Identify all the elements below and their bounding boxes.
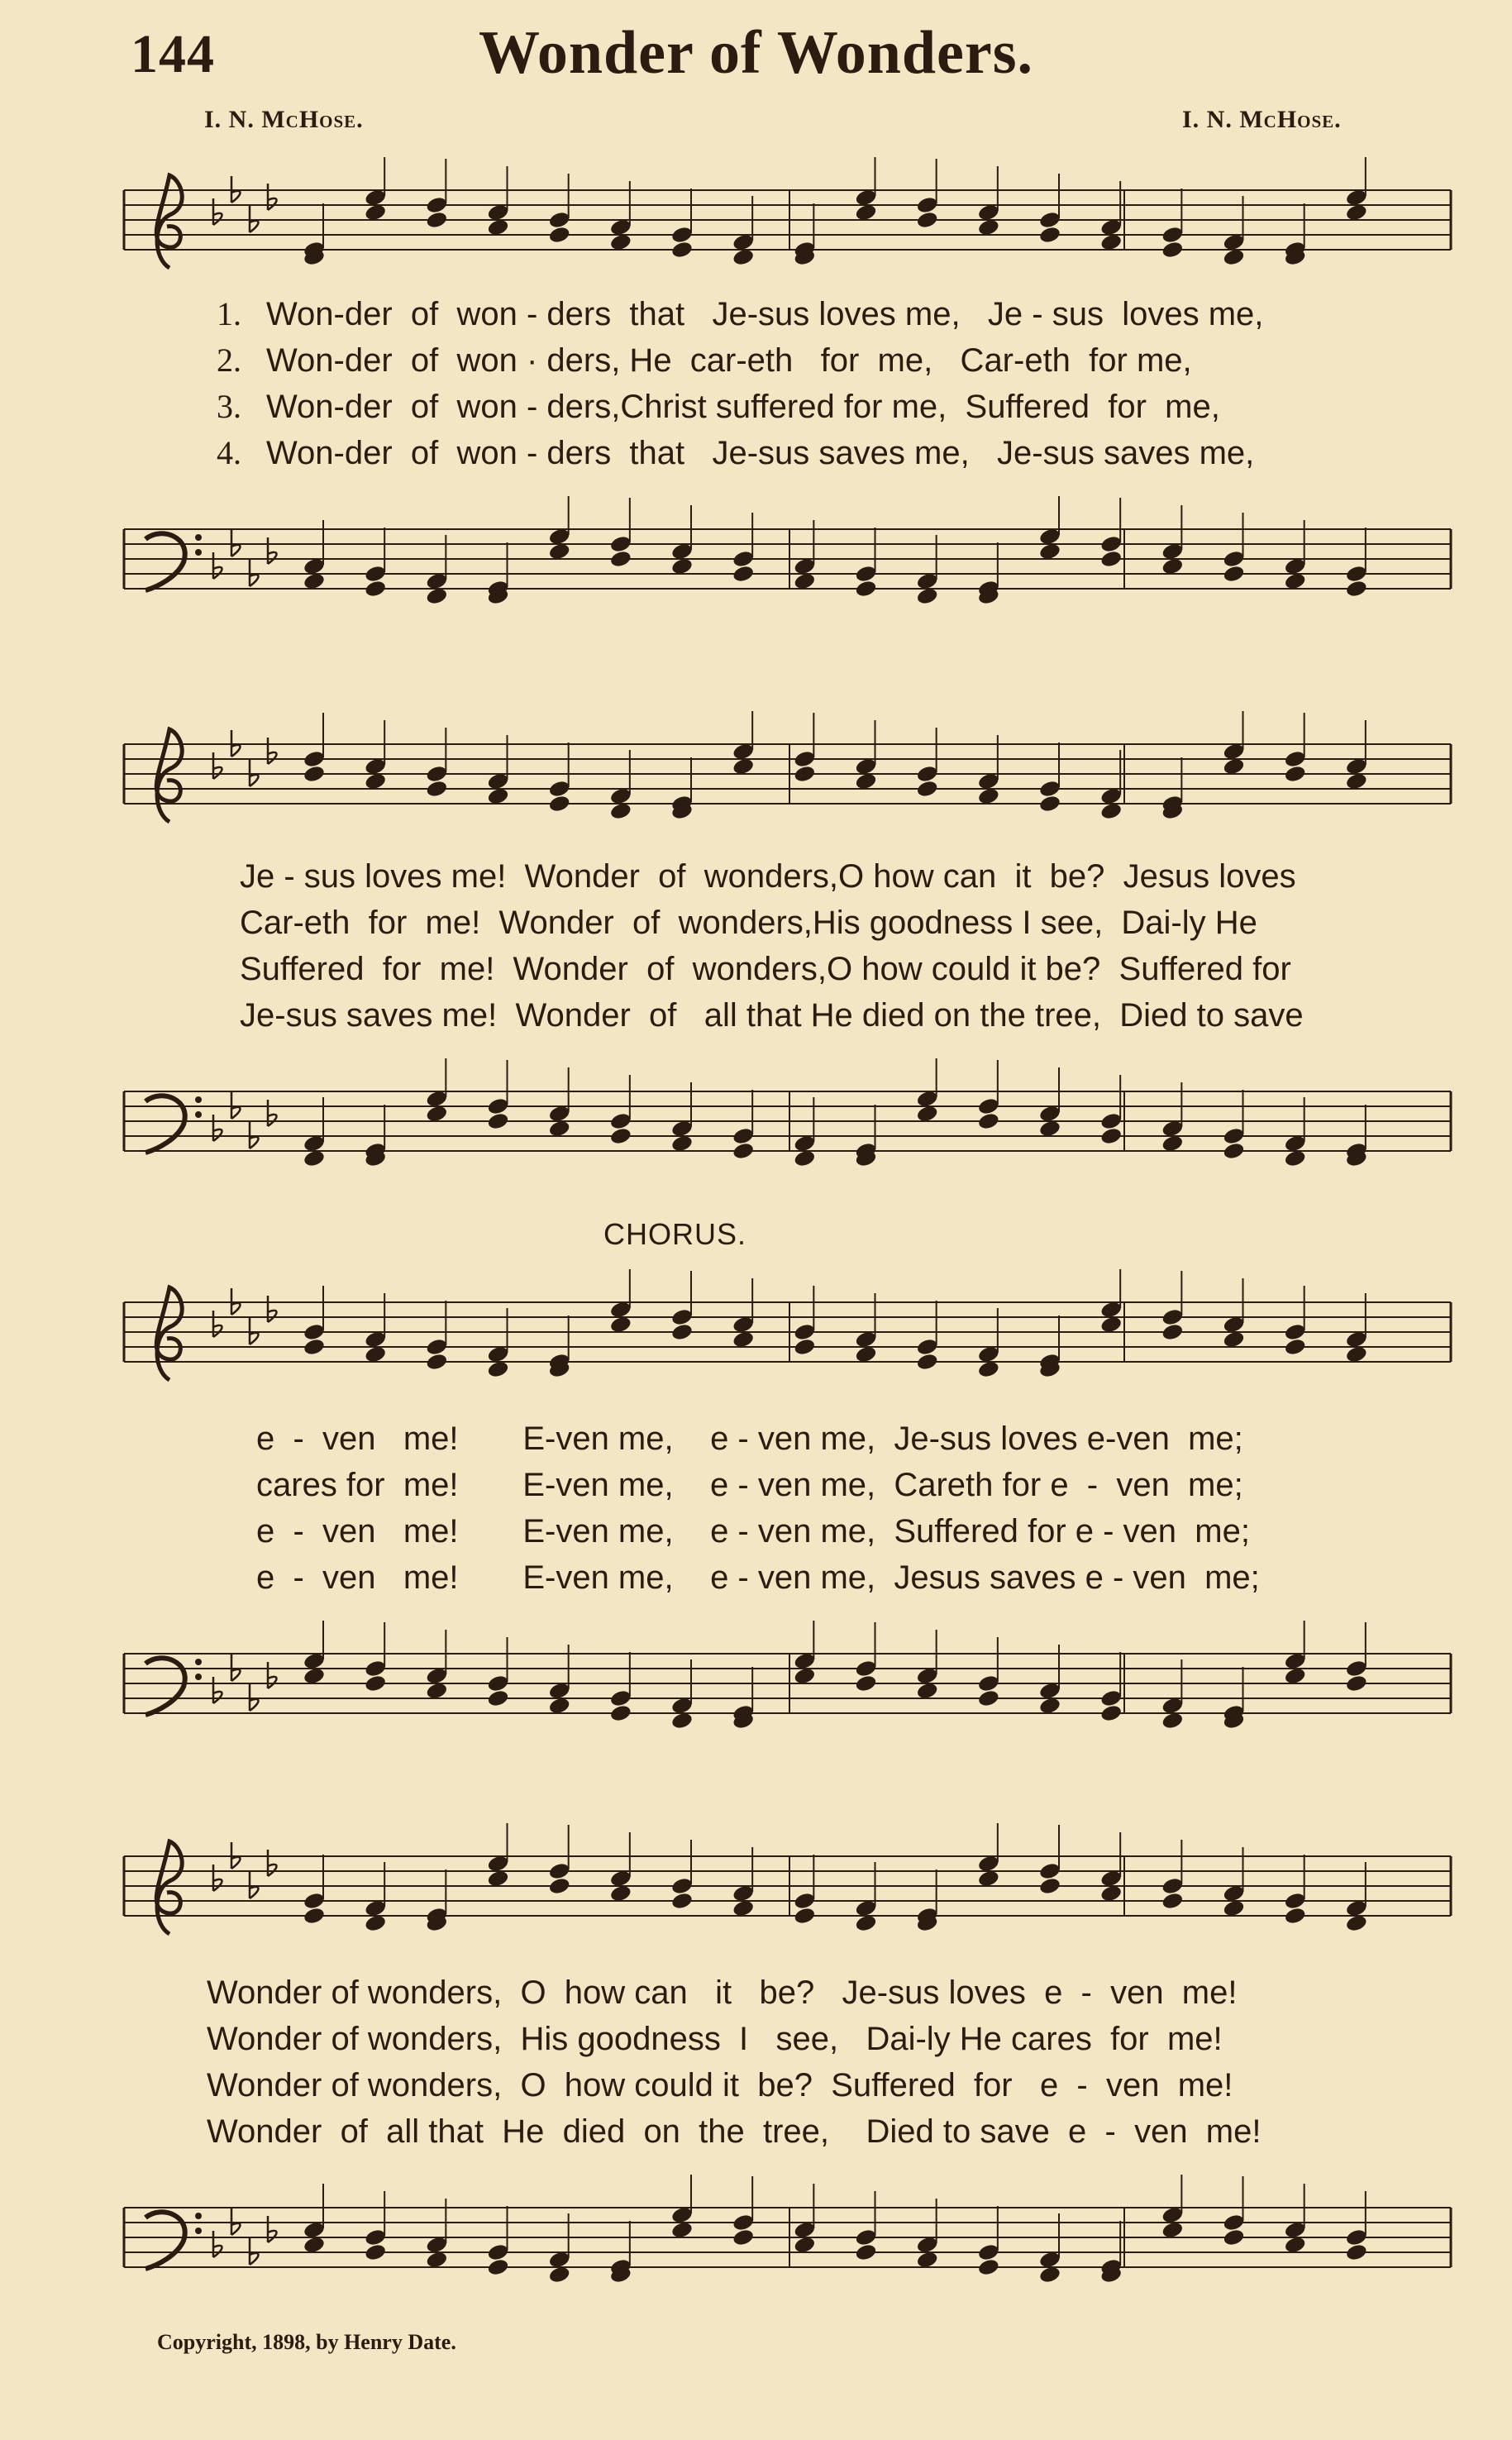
- page-number: 144: [131, 24, 215, 84]
- copyright-notice: Copyright, 1898, by Henry Date.: [157, 2330, 456, 2354]
- lyric-verse-2: [217, 337, 1457, 384]
- lyric-verse-3: e - ven me! E-ven me, e - ven me, Suffered for e - ven me;: [256, 1513, 1250, 1549]
- lyric-verse-2: Wonder of wonders, His goodness I see, Dai-ly He cares for me!: [207, 2021, 1223, 2057]
- hymn-title: Wonder of Wonders.: [478, 19, 1034, 87]
- lyrics-section-3: [256, 1416, 1496, 1601]
- verse-number: 1.: [217, 295, 241, 332]
- treble-staff-system-4: [0, 1823, 1512, 1955]
- lyrics-section-1: [217, 291, 1457, 476]
- bass-staff-system-1: [0, 496, 1512, 628]
- lyrics-section-4: [207, 1970, 1480, 2155]
- lyric-text: Won-der of won - ders that Je-sus saves me, Je-sus saves me,: [266, 435, 1255, 471]
- lyric-verse-4: Je-sus saves me! Wonder of all that He died on the tree, Died to save: [240, 997, 1304, 1034]
- lyric-verse-4: e - ven me! E-ven me, e - ven me, Jesus saves e - ven me;: [256, 1559, 1260, 1596]
- lyric-verse-3: Wonder of wonders, O how could it be? Suffered for e - ven me!: [207, 2067, 1233, 2103]
- lyric-verse-1: e - ven me! E-ven me, e - ven me, Je-sus loves e-ven me;: [256, 1421, 1243, 1457]
- verse-number: 3.: [217, 388, 241, 425]
- lyric-verse-1: [217, 291, 1457, 337]
- verse-number: 2.: [217, 341, 241, 379]
- lyric-verse-2: cares for me! E-ven me, e - ven me, Careth for e - ven me;: [256, 1467, 1243, 1503]
- composer-credit: I. N. McHose.: [1182, 106, 1342, 133]
- lyric-text: Won-der of won - ders,Christ suffered for me, Suffered for me,: [266, 389, 1220, 425]
- lyric-verse-4: Wonder of all that He died on the tree, Died to save e - ven me!: [207, 2113, 1262, 2150]
- lyricist-credit: I. N. McHose.: [204, 106, 364, 133]
- lyric-verse-3: [217, 384, 1457, 430]
- lyric-verse-3: Suffered for me! Wonder of wonders,O how could it be? Suffered for: [240, 951, 1291, 987]
- lyric-text: Won-der of won - ders that Je-sus loves me, Je - sus loves me,: [266, 296, 1264, 332]
- verse-number: 4.: [217, 434, 241, 471]
- lyric-verse-1: Je - sus loves me! Wonder of wonders,O how can it be? Jesus loves: [240, 858, 1296, 895]
- bass-staff-system-4: [0, 2175, 1512, 2307]
- bass-staff-system-2: [0, 1058, 1512, 1191]
- lyric-verse-2: Car-eth for me! Wonder of wonders,His goodness I see, Dai-ly He: [240, 905, 1257, 941]
- lyric-verse-1: Wonder of wonders, O how can it be? Je-sus loves e - ven me!: [207, 1974, 1238, 2011]
- bass-staff-system-3: [0, 1621, 1512, 1753]
- chorus-label: CHORUS.: [603, 1217, 747, 1251]
- lyrics-section-2: [240, 853, 1480, 1039]
- lyric-verse-4: [217, 430, 1457, 476]
- treble-staff-system-1: [0, 157, 1512, 289]
- lyric-text: Won-der of won · ders, He car-eth for me, Car-eth for me,: [266, 342, 1192, 379]
- treble-staff-system-2: [0, 711, 1512, 843]
- treble-staff-system-3: [0, 1269, 1512, 1401]
